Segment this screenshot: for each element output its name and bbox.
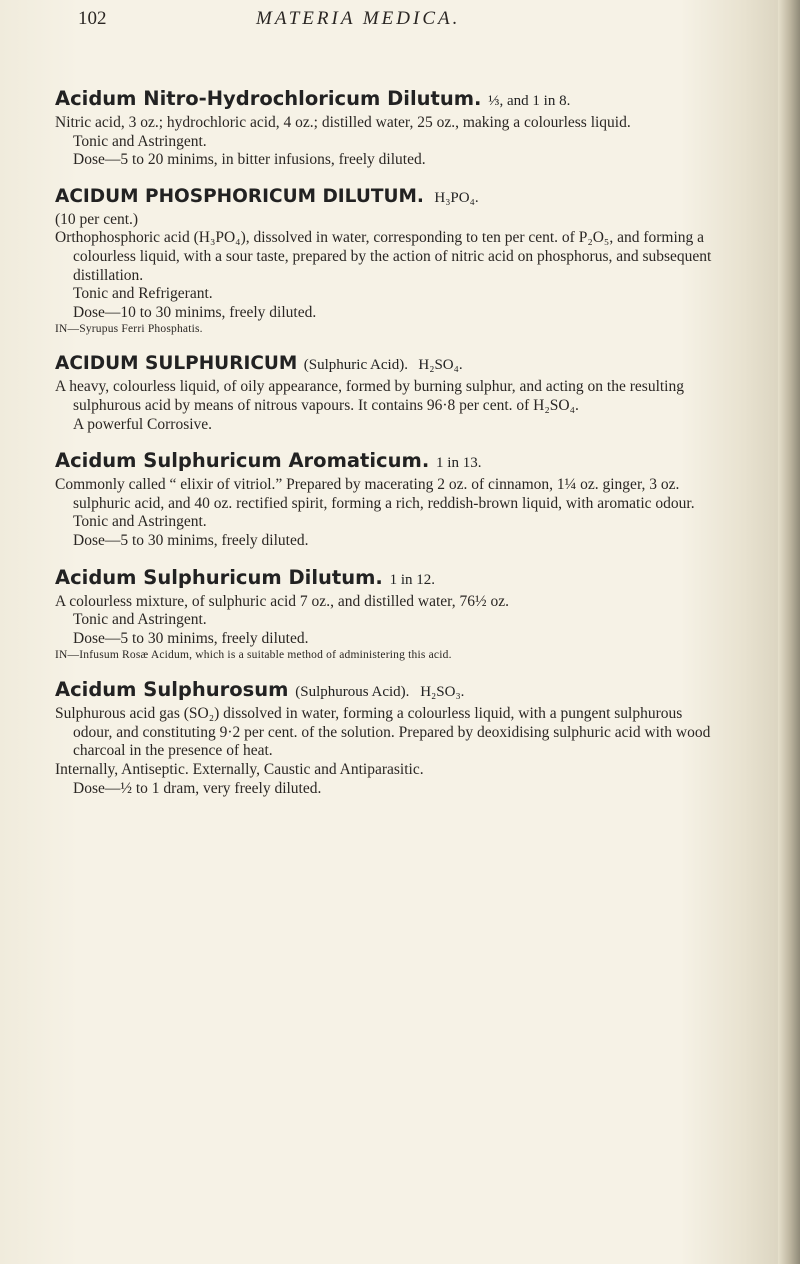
entry-acidum-sulphurosum [55, 677, 721, 798]
chemical-formula: H₃PO₄. [434, 189, 479, 206]
entry-acidum-sulphuricum-aromaticum [55, 448, 721, 550]
entry-body: Sulphurous acid gas (SO₂) dissolved in water, forming a colourless liquid, with a pungent sulphurous odour, and constituting 9·2 per cent. of the solution. Prepared by deoxidising sulphuric acid with wood charcoal in the presence of heat. [55, 705, 711, 760]
entry-action: Internally, Antiseptic. Externally, Caustic and Antiparasitic. [55, 761, 424, 779]
page-content [55, 86, 721, 798]
entry-dose: Dose—5 to 30 minims, freely diluted. [73, 629, 309, 647]
entry-body: Orthophosphoric acid (H₃PO₄), dissolved in water, corresponding to ten per cent. of P₂O₅, and forming a colourless liquid, with a sour taste, prepared by the action of nitric acid on phosphorus, and subsequent distillation. [55, 229, 712, 284]
entry-dose: Dose—½ to 1 dram, very freely diluted. [73, 779, 322, 797]
page-edge-shadow [778, 0, 800, 1264]
running-head: MATERIA MEDICA. [256, 8, 461, 29]
entry-preparations: IN—Infusum Rosæ Acidum, which is a suitable method of administering this acid. [55, 649, 452, 662]
entry-acidum-sulphuricum [55, 351, 721, 434]
strength-note: 1 in 13. [436, 455, 482, 472]
entry-heading: Acidum Sulphurosum (Sulphurous Acid). H₂SO₃. [55, 678, 465, 702]
entry-heading: Acidum Nitro-Hydrochloricum Dilutum. ⅓, and 1 in 8. [55, 87, 571, 110]
entry-heading: ACIDUM PHOSPHORICUM DILUTUM. H₃PO₄. [55, 185, 479, 207]
entry-acidum-sulphuricum-dilutum [55, 565, 721, 664]
entry-body: Commonly called “ elixir of vitriol.” Prepared by macerating 2 oz. of cinnamon, 1¼ oz. ginger, 3 oz. sulphuric acid, and 40 oz. rectified spirit, forming a rich, reddish-brown liquid, with aromatic odour. [55, 476, 695, 512]
english-name: (Sulphurous Acid). [295, 684, 410, 701]
entry-dose: Dose—5 to 20 minims, in bitter infusions, freely diluted. [73, 151, 426, 169]
entry-body: A heavy, colourless liquid, of oily appearance, formed by burning sulphur, and acting on the resulting sulphurous acid by means of nitrous vapours. It contains 96·8 per cent. of H₂SO₄. [55, 378, 684, 414]
entry-dose: Dose—5 to 30 minims, freely diluted. [73, 531, 309, 549]
entry-strength: (10 per cent.) [55, 210, 139, 228]
strength-note: 1 in 12. [389, 571, 436, 588]
entry-action: Tonic and Astringent. [73, 611, 207, 629]
chemical-formula: H₂SO₃. [420, 684, 465, 701]
entry-heading: ACIDUM SULPHURICUM (Sulphuric Acid). H₂SO₄. [55, 353, 463, 375]
entry-action: Tonic and Refrigerant. [73, 285, 213, 303]
entry-action: Tonic and Astringent. [73, 132, 207, 150]
entry-dose: Dose—10 to 30 minims, freely diluted. [73, 303, 317, 321]
page-header [78, 8, 718, 30]
strength-note: ⅓, and 1 in 8. [488, 93, 571, 109]
english-name: (Sulphuric Acid). [303, 357, 408, 374]
entry-acidum-nitro-hydrochloricum-dilutum [55, 86, 721, 170]
entry-acidum-phosphoricum-dilutum [55, 184, 721, 338]
entry-action: A powerful Corrosive. [73, 415, 213, 433]
entry-heading: Acidum Sulphuricum Aromaticum. 1 in 13. [55, 449, 482, 473]
entry-preparations: IN—Syrupus Ferri Phosphatis. [55, 323, 203, 336]
page-number: 102 [78, 8, 107, 29]
entry-body: A colourless mixture, of sulphuric acid 7 oz., and distilled water, 76½ oz. [55, 592, 509, 610]
entry-body: Nitric acid, 3 oz.; hydrochloric acid, 4 oz.; distilled water, 25 oz., making a colourless liquid. [55, 114, 631, 131]
chemical-formula: H₂SO₄. [418, 357, 463, 374]
entry-action: Tonic and Astringent. [73, 513, 207, 531]
entry-heading: Acidum Sulphuricum Dilutum. 1 in 12. [55, 565, 436, 589]
